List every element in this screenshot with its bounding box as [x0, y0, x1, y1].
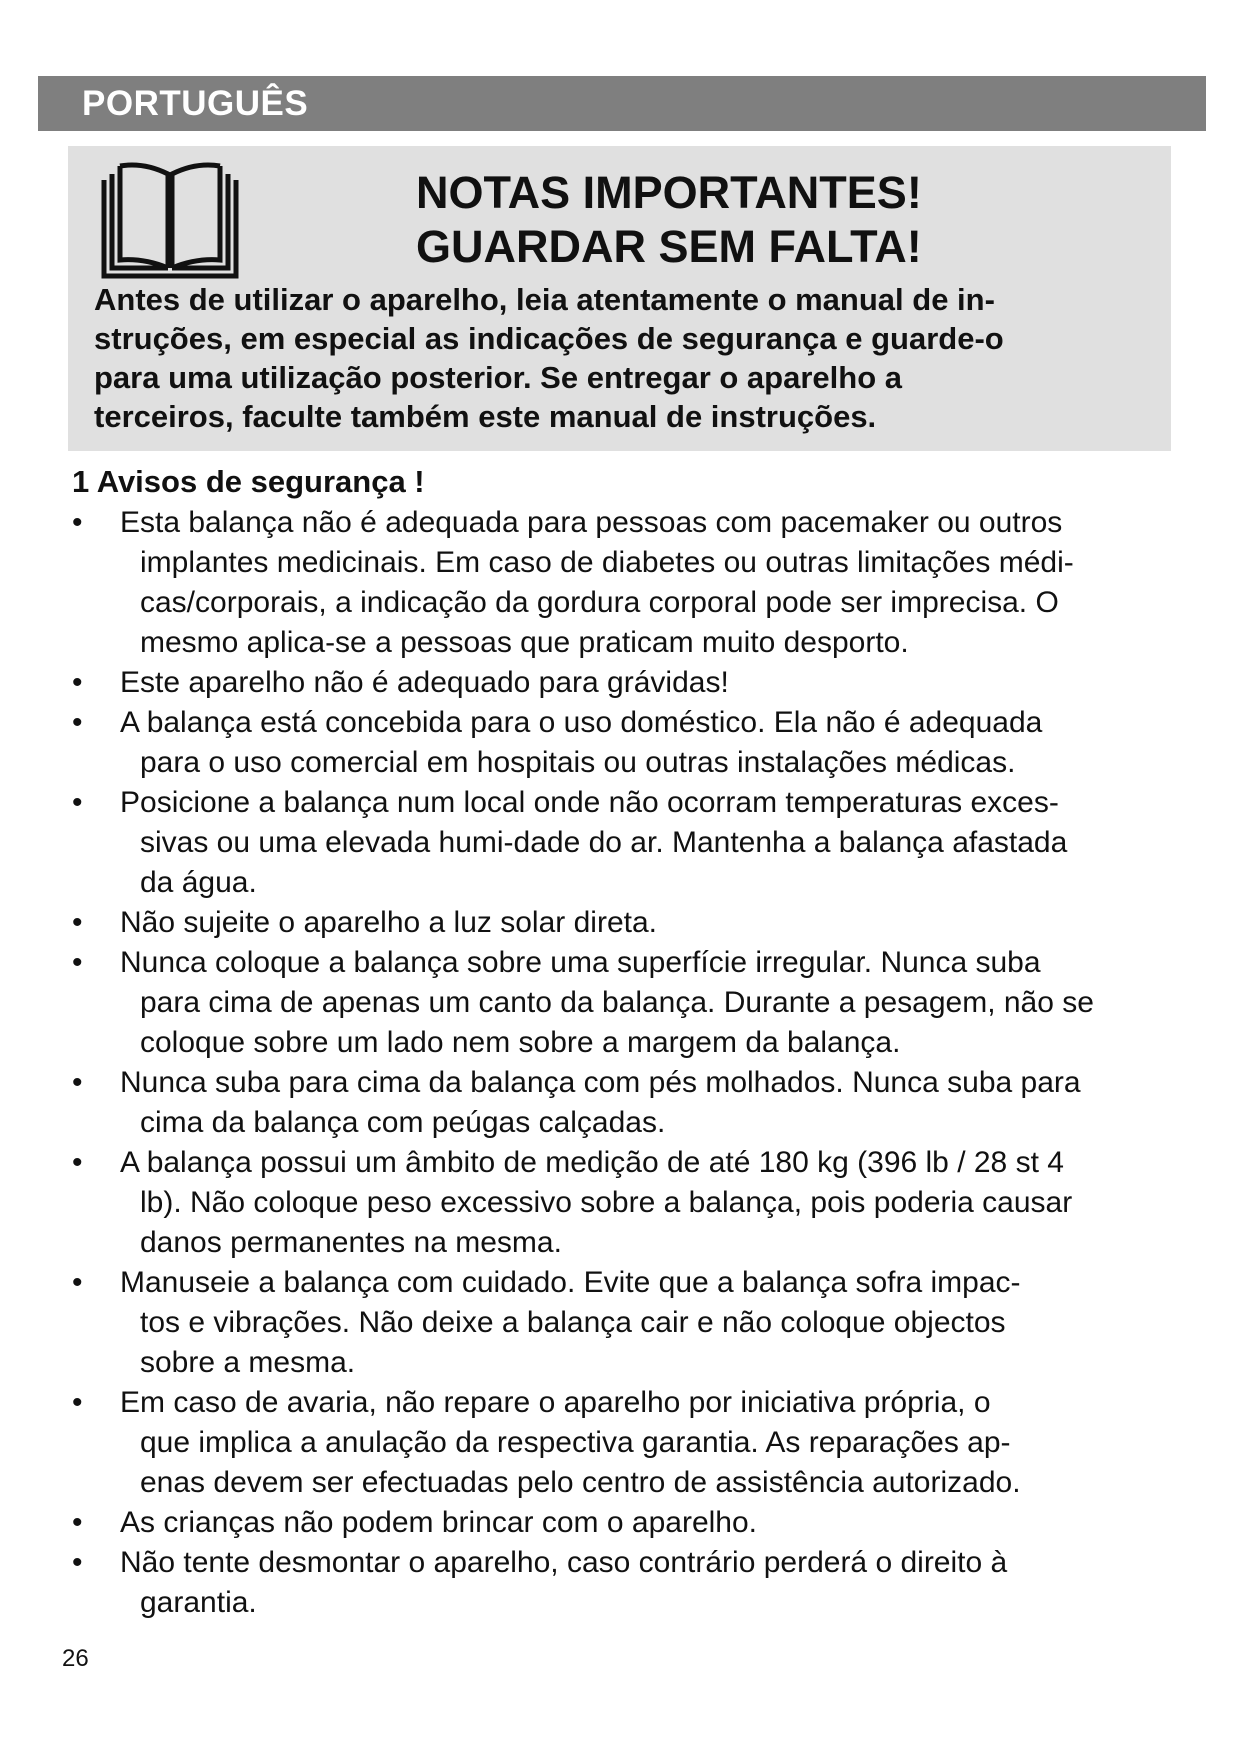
notice-text-line: terceiros, faculte também este manual de instruções.: [94, 399, 877, 434]
section-heading: 1 Avisos de segurança !: [72, 464, 425, 499]
safety-item: [72, 1263, 1182, 1383]
safety-item-line: cima da balança com peúgas calçadas.: [140, 1106, 666, 1139]
safety-item-line: para cima de apenas um canto da balança. Durante a pesagem, não se: [140, 986, 1094, 1019]
safety-item-line: da água.: [140, 866, 257, 899]
safety-item-line: Nunca suba para cima da balança com pés molhados. Nunca suba para: [120, 1066, 1081, 1099]
safety-item: [72, 1383, 1182, 1503]
notice-text-line: Antes de utilizar o aparelho, leia atentamente o manual de in-: [94, 282, 995, 317]
safety-item-line: lb). Não coloque peso excessivo sobre a balança, pois poderia causar: [140, 1186, 1073, 1219]
safety-item-line: Esta balança não é adequada para pessoas com pacemaker ou outros: [120, 506, 1063, 539]
safety-item-line: que implica a anulação da respectiva garantia. As reparações ap-: [140, 1426, 1011, 1459]
open-book-icon: [100, 158, 240, 283]
bullet-marker: •: [72, 906, 83, 939]
bullet-marker: •: [72, 1266, 83, 1299]
bullet-marker: •: [72, 666, 83, 699]
safety-item: [72, 503, 1182, 663]
language-label: PORTUGUÊS: [82, 84, 309, 123]
bullet-marker: •: [72, 1066, 83, 1099]
page-number: 26: [62, 1645, 89, 1672]
safety-item: [72, 703, 1182, 783]
bullet-marker: •: [72, 506, 83, 539]
safety-item: [72, 663, 1182, 703]
bullet-marker: •: [72, 1146, 83, 1179]
bullet-marker: •: [72, 706, 83, 739]
safety-warnings-list: [72, 503, 1182, 1623]
bullet-marker: •: [72, 1386, 83, 1419]
safety-item: [72, 1503, 1182, 1543]
safety-item-line: As crianças não podem brincar com o aparelho.: [120, 1506, 758, 1539]
safety-item-line: Não sujeite o aparelho a luz solar direta.: [120, 906, 657, 939]
safety-item-line: Em caso de avaria, não repare o aparelho por iniciativa própria, o: [120, 1386, 991, 1419]
safety-item: [72, 1543, 1182, 1623]
safety-item-line: cas/corporais, a indicação da gordura corporal pode ser imprecisa. O: [140, 586, 1059, 619]
safety-item-line: sobre a mesma.: [140, 1346, 356, 1379]
safety-item-line: A balança possui um âmbito de medição de até 180 kg (396 lb / 28 st 4: [120, 1146, 1064, 1179]
bullet-marker: •: [72, 946, 83, 979]
language-header-bar: [38, 76, 1206, 131]
safety-item: [72, 903, 1182, 943]
notice-text-line: struções, em especial as indicações de segurança e guarde-o: [94, 321, 1004, 356]
important-notice-box: [68, 146, 1171, 451]
safety-item-line: enas devem ser efectuadas pelo centro de assistência autorizado.: [140, 1466, 1021, 1499]
safety-item-line: coloque sobre um lado nem sobre a margem da balança.: [140, 1026, 901, 1059]
safety-item-line: Não tente desmontar o aparelho, caso contrário perderá o direito à: [120, 1546, 1008, 1579]
safety-item-line: Posicione a balança num local onde não ocorram temperaturas exces-: [120, 786, 1059, 819]
bullet-marker: •: [72, 1506, 83, 1539]
notice-text-line: para uma utilização posterior. Se entregar o aparelho a: [94, 360, 902, 395]
safety-item: [72, 1143, 1182, 1263]
safety-item-line: garantia.: [140, 1586, 257, 1619]
safety-item-line: Nunca coloque a balança sobre uma superfície irregular. Nunca suba: [120, 946, 1041, 979]
notice-text: [94, 280, 1154, 436]
safety-item-line: A balança está concebida para o uso doméstico. Ela não é adequada: [120, 706, 1043, 739]
safety-item: [72, 783, 1182, 903]
safety-item-line: sivas ou uma elevada humi-dade do ar. Mantenha a balança afastada: [140, 826, 1068, 859]
safety-item-line: Este aparelho não é adequado para grávidas!: [120, 666, 729, 699]
notice-title: [416, 166, 922, 274]
notice-title-line-1: NOTAS IMPORTANTES!: [416, 167, 922, 218]
notice-title-line-2: GUARDAR SEM FALTA!: [416, 221, 922, 272]
safety-item-line: Manuseie a balança com cuidado. Evite que a balança sofra impac-: [120, 1266, 1021, 1299]
safety-item-line: tos e vibrações. Não deixe a balança cair e não coloque objectos: [140, 1306, 1006, 1339]
safety-item-line: danos permanentes na mesma.: [140, 1226, 562, 1259]
bullet-marker: •: [72, 1546, 83, 1579]
bullet-marker: •: [72, 786, 83, 819]
safety-item-line: para o uso comercial em hospitais ou outras instalações médicas.: [140, 746, 1016, 779]
safety-item-line: implantes medicinais. Em caso de diabetes ou outras limitações médi-: [140, 546, 1074, 579]
safety-item-line: mesmo aplica-se a pessoas que praticam muito desporto.: [140, 626, 909, 659]
safety-item: [72, 1063, 1182, 1143]
safety-item: [72, 943, 1182, 1063]
